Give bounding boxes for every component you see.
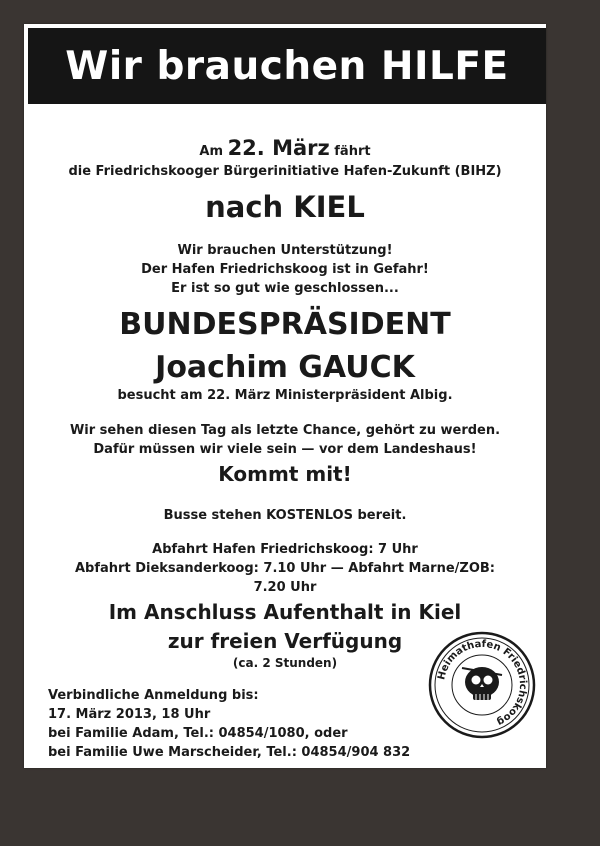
kiel-line-1: Im Anschluss Aufenthalt in Kiel bbox=[108, 600, 462, 624]
departure-line-1: Abfahrt Hafen Friedrichskoog: 7 Uhr bbox=[152, 542, 418, 557]
support-line-3: Er ist so gut wie geschlossen... bbox=[171, 281, 399, 296]
registration-line-1: Verbindliche Anmeldung bis: bbox=[48, 688, 259, 703]
intro-date-line: Am 22. März fährt bbox=[199, 136, 371, 160]
registration-line-3: bei Familie Adam, Tel.: 04854/1080, oder bbox=[48, 726, 348, 741]
president-name: Joachim GAUCK bbox=[155, 350, 415, 385]
seal-text: Heimathafen Friedrichskoog bbox=[436, 638, 529, 728]
president-visit: besucht am 22. März Ministerpräsident Albig. bbox=[117, 388, 453, 403]
departure-line-3: 7.20 Uhr bbox=[253, 580, 317, 595]
chance-line-1: Wir sehen diesen Tag als letzte Chance, gehört zu werden. bbox=[69, 423, 501, 438]
heimathafen-seal-logo bbox=[427, 630, 537, 740]
departure-line-2: Abfahrt Dieksanderkoog: 7.10 Uhr — Abfahrt Marne/ZOB: bbox=[75, 561, 495, 576]
intro-line-2: die Friedrichskooger Bürgerinitiative Hafen-Zukunft (BIHZ) bbox=[68, 164, 502, 179]
registration-line-2: 17. März 2013, 18 Uhr bbox=[48, 707, 211, 722]
support-line-1: Wir brauchen Unterstützung! bbox=[177, 243, 393, 258]
intro-date: 22. März bbox=[227, 136, 330, 160]
bus-info: Busse stehen KOSTENLOS bereit. bbox=[163, 508, 407, 523]
banner-title: Wir brauchen HILFE bbox=[65, 43, 509, 89]
destination-heading: nach KIEL bbox=[205, 190, 365, 224]
kiel-duration: (ca. 2 Stunden) bbox=[232, 656, 338, 670]
flyer-sheet bbox=[24, 24, 546, 768]
president-title: BUNDESPRÄSIDENT bbox=[119, 307, 451, 342]
chance-line-2: Dafür müssen wir viele sein — vor dem Landeshaus! bbox=[93, 442, 477, 457]
call-to-action: Kommt mit! bbox=[218, 462, 352, 486]
registration-line-4: bei Familie Uwe Marscheider, Tel.: 04854/904 832 bbox=[48, 745, 411, 760]
kiel-line-2: zur freien Verfügung bbox=[167, 629, 403, 653]
banner bbox=[28, 28, 546, 104]
support-line-2: Der Hafen Friedrichskoog ist in Gefahr! bbox=[141, 262, 429, 277]
